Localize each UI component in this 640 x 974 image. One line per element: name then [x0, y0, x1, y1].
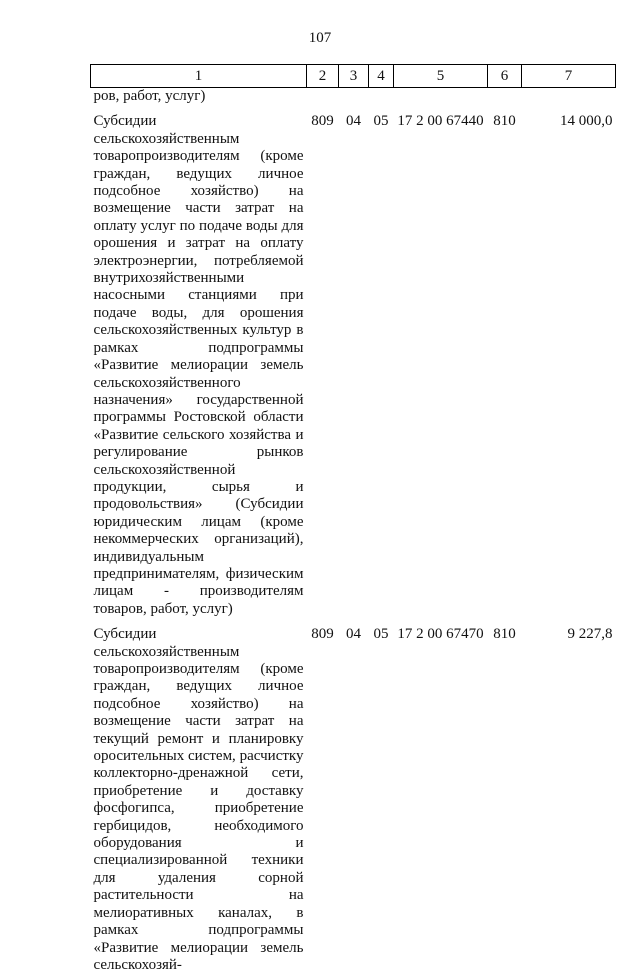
page-number: 107 — [308, 30, 332, 46]
row-code-section: 04 — [346, 113, 361, 130]
header-row — [91, 65, 616, 88]
table-row — [91, 113, 616, 618]
header-col-3: 3 — [339, 65, 369, 88]
table-row — [91, 626, 616, 974]
budget-table — [90, 64, 616, 974]
row-code-subsection: 05 — [373, 113, 389, 130]
header-col-2: 2 — [307, 65, 339, 88]
header-col-7: 7 — [522, 65, 616, 88]
header-col-1: 1 — [91, 65, 307, 88]
row-code-section: 04 — [346, 626, 361, 643]
row-amount: 9 227,8 — [567, 626, 613, 643]
row-code-ministry: 809 — [311, 113, 334, 130]
row-code-expense-type: 810 — [493, 113, 516, 130]
row-code-subsection: 05 — [373, 626, 389, 643]
header-col-6: 6 — [488, 65, 522, 88]
row-code-target: 17 2 00 67440 — [397, 113, 484, 130]
row-amount: 14 000,0 — [560, 113, 613, 130]
row-description: Субсидии сельскохозяйственным товаропроизводителям (кроме граждан, ведущих личное подсобное хозяйство) на возмещение части затрат на оплату услуг по подаче воды для орошения и затрат на оплату электроэнергии, потребляемой внутрихозяйственными насосными станциями при подаче воды, для орошения сельскохозяйственных культур в рамках подпрограммы «Развитие мелиорации земель сельскохозяйственного назначения» государственной программы Ростовской области «Развитие сельского хозяйства и регулирование рынков сельскохозяйственной продукции, сырья и продовольствия» (Субсидии юридическим лицам (кроме некоммерческих организаций), индивидуальным предпринимателям, физическим лицам - производителям товаров, работ, услуг) — [93, 113, 304, 617]
row-code-ministry: 809 — [311, 626, 334, 643]
continuation-text: ров, работ, услуг) — [93, 88, 206, 104]
header-col-4: 4 — [369, 65, 394, 88]
row-code-expense-type: 810 — [493, 626, 516, 643]
continuation-row — [91, 88, 616, 106]
row-description: Субсидии сельскохозяйственным товаропроизводителям (кроме граждан, ведущих личное подсобное хозяйство) на возмещение части затрат на текущий ремонт и планировку оросительных систем, расчистку коллекторно-дренажной сети, приобретение и доставку фосфогипса, приобретение гербицидов, необходимого оборудования и специализированной техники для удаления сорной растительности на мелиоративных каналах, в рамках подпрограммы «Развитие мелиорации земель сельскохозяй- — [93, 626, 304, 973]
header-col-5: 5 — [394, 65, 488, 88]
row-code-target: 17 2 00 67470 — [397, 626, 484, 643]
